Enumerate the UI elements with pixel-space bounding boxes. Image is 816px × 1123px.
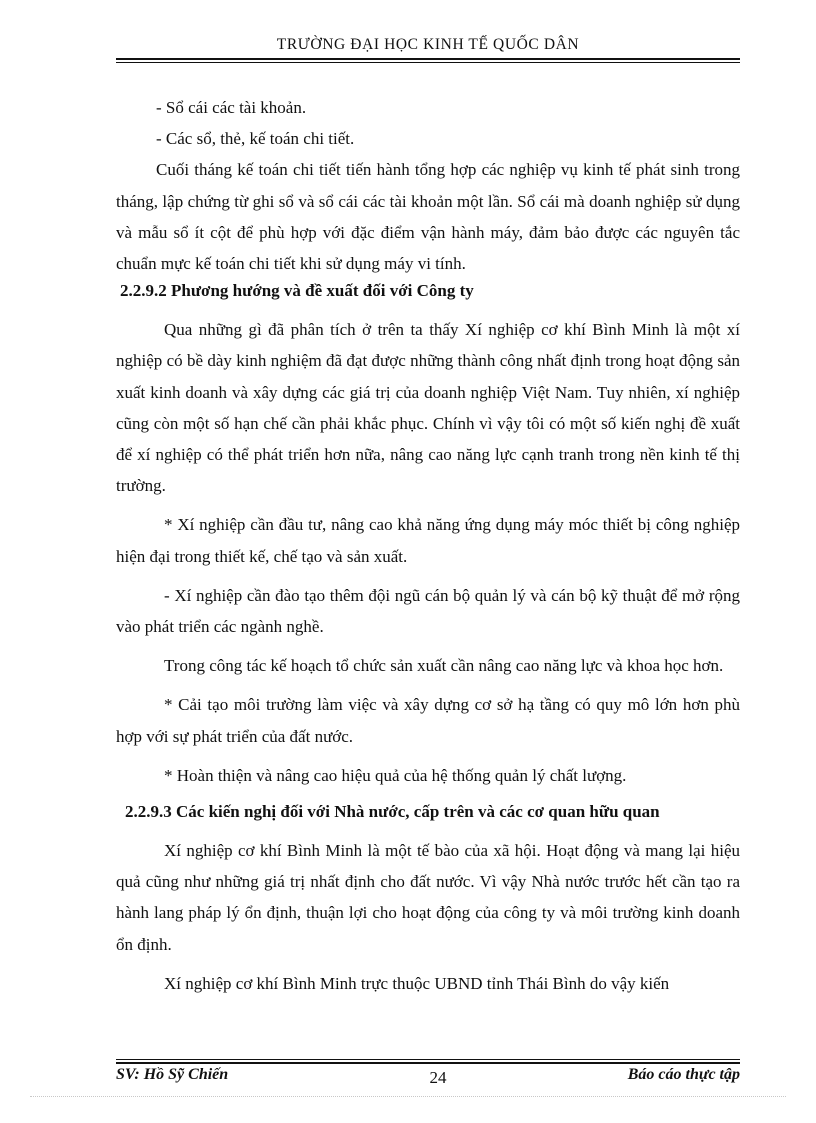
header-rule-thick bbox=[116, 58, 740, 60]
paragraph-detail-books: - Các sổ, thẻ, kế toán chi tiết. bbox=[156, 129, 355, 149]
paragraph-train-staff: - Xí nghiệp cần đào tạo thêm đội ngũ cán bộ quản lý và cán bộ kỹ thuật để mở rộng vào phát triển các ngành nghề. bbox=[116, 585, 740, 637]
page-bottom-dotted-line bbox=[30, 1096, 786, 1097]
footer-rule-thin bbox=[116, 1059, 740, 1060]
footer-rule-thick bbox=[116, 1062, 740, 1064]
footer-report-label: Báo cáo thực tập bbox=[627, 1066, 740, 1083]
paragraph-planning: Trong công tác kế hoạch tổ chức sản xuất cần nâng cao năng lực và khoa học hơn. bbox=[164, 656, 724, 676]
paragraph-month-end: Cuối tháng kế toán chi tiết tiến hành tổng hợp các nghiệp vụ kinh tế phát sinh trong tháng, lập chứng từ ghi sổ và sổ cái các tài khoản một lần. Sổ cái mà doanh nghiệp sử dụng và mẫu sổ ít cột để phù hợp với đặc điểm vận hành máy, đảm bảo được các nguyên tắc chuẩn mực kế toán chi tiết khi sử dụng máy vi tính. bbox=[116, 160, 740, 274]
page-header-title: TRƯỜNG ĐẠI HỌC KINH TẾ QUỐC DÂN bbox=[276, 36, 580, 53]
paragraph-quality-system: * Hoàn thiện và nâng cao hiệu quả của hệ thống quản lý chất lượng. bbox=[164, 765, 627, 785]
paragraph-provincial: Xí nghiệp cơ khí Bình Minh trực thuộc UBND tỉnh Thái Bình do vậy kiến bbox=[164, 973, 670, 993]
page-body bbox=[116, 92, 740, 999]
paragraph-state-role: Xí nghiệp cơ khí Bình Minh là một tế bào của xã hội. Hoạt động và mang lại hiệu quả cũng như những giá trị nhất định cho đất nước. Vì vậy Nhà nước trước hết cần tạo ra hành lang pháp lý ổn định, thuận lợi cho hoạt động của công ty và môi trường kinh doanh ổn định. bbox=[116, 841, 740, 954]
paragraph-ledger-accounts: - Sổ cái các tài khoản. bbox=[156, 98, 307, 117]
paragraph-work-environment: * Cải tạo môi trường làm việc và xây dựng cơ sở hạ tầng có quy mô lớn hơn phù hợp với sự phát triển của đất nước. bbox=[116, 695, 740, 746]
paragraph-analysis: Qua những gì đã phân tích ở trên ta thấy Xí nghiệp cơ khí Bình Minh là một xí nghiệp có bề dày kinh nghiệm đã đạt được những thành công nhất định trong hoạt động sản xuất kinh doanh và xây dựng các giá trị của doanh nghiệp Việt Nam. Tuy nhiên, xí nghiệp cũng còn một số hạn chế cần phải khắc phục. Chính vì vậy tôi có một số kiến nghị đề xuất để xí nghiệp có thể phát triển hơn nữa, nâng cao năng lực cạnh tranh trong nền kinh tế thị trường. bbox=[116, 320, 740, 496]
section-heading-2293: 2.2.9.3 Các kiến nghị đối với Nhà nước, cấp trên và các cơ quan hữu quan bbox=[125, 802, 660, 822]
section-heading-2292: 2.2.9.2 Phương hướng và đề xuất đối với Công ty bbox=[120, 281, 474, 301]
paragraph-invest-equipment: * Xí nghiệp cần đầu tư, nâng cao khả năng ứng dụng máy móc thiết bị công nghiệp hiện đại trong thiết kế, chế tạo và sản xuất. bbox=[116, 515, 740, 566]
footer-page-number: 24 bbox=[429, 1068, 447, 1087]
header-rule-thin bbox=[116, 62, 740, 63]
footer-author: SV: Hồ Sỹ Chiến bbox=[116, 1066, 229, 1083]
